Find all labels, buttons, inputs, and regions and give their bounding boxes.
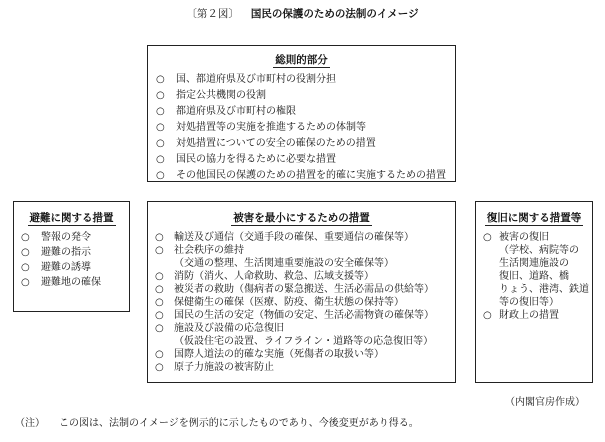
list-item: ○ 国際人道法の的確な実施（死傷者の取扱い等） [155,349,384,360]
list-item: ○ 施設及び設備の応急復旧 [155,323,284,334]
bullet-circle-icon: ○ [21,247,30,258]
bullet-circle-icon: ○ [155,232,164,243]
list-item-continuation: （交通の整理、生活関連重要施設の安全確保等） [174,258,394,269]
list-item: ○ 国民の協力を得るために必要な措置 [156,152,455,168]
source-credit: （内閣官房作成） [505,397,585,408]
list-item: ○ 避難の誘導 [21,262,91,273]
recovery-measures-heading: 復旧に関する措置等 [486,212,582,224]
bullet-circle-icon: ○ [156,106,165,117]
bullet-circle-icon: ○ [156,122,165,133]
damage-minimization-box [147,201,456,383]
figure-title [0,6,605,21]
bullet-circle-icon: ○ [156,90,165,101]
list-item-continuation: （仮設住宅の設置、ライフライン・道路等の応急復旧等） [174,336,434,347]
damage-minimization-list [155,231,455,374]
figure-title-text: 国民の保護のための法制のイメージ [250,8,419,20]
list-item: ○ 国、都道府県及び市町村の役割分担 [156,72,455,88]
evacuation-measures-heading: 避難に関する措置 [29,212,114,224]
recovery-measures-list [483,231,592,322]
bullet-circle-icon: ○ [483,310,492,321]
list-item-detail: 生活関連施設の [499,258,569,269]
list-item: ○ 指定公共機関の役割 [156,88,455,104]
figure-label: 〔第２図〕 [186,8,239,20]
bullet-circle-icon: ○ [155,323,164,334]
bullet-circle-icon: ○ [155,362,164,373]
list-item-detail: （学校、病院等の [499,245,579,256]
bullet-circle-icon: ○ [156,170,165,181]
general-provisions-box [147,45,456,182]
damage-minimization-heading: 被害を最小にするための措置 [233,212,370,224]
general-provisions-list [156,72,455,184]
bullet-circle-icon: ○ [155,349,164,360]
list-item: ○ 警報の発令 [21,232,91,243]
evacuation-measures-box [13,201,130,312]
bullet-circle-icon: ○ [483,232,492,243]
list-item: ○ 輸送及び通信（交通手段の確保、重要通信の確保等） [155,232,414,243]
bullet-circle-icon: ○ [21,232,30,243]
bullet-circle-icon: ○ [156,74,165,85]
bullet-circle-icon: ○ [155,271,164,282]
list-item: ○ 避難の指示 [21,247,91,258]
list-item: ○ 被災者の救助（傷病者の緊急搬送、生活必需品の供給等） [155,284,434,295]
list-item: ○ 財政上の措置 [483,310,559,321]
list-item-detail: 復旧、道路、橋 [499,271,569,282]
list-item: ○ 被害の復旧 [483,232,549,243]
list-item: ○ 都道府県及び市町村の権限 [156,104,455,120]
evacuation-measures-list [21,230,129,290]
bullet-circle-icon: ○ [155,310,164,321]
footnote [15,414,419,429]
bullet-circle-icon: ○ [156,154,165,165]
bullet-circle-icon: ○ [155,245,164,256]
list-item-detail: 等の復旧等） [499,297,559,308]
list-item: ○ 国民の生活の安定（物価の安定、生活必需物資の確保等） [155,310,434,321]
bullet-circle-icon: ○ [155,297,164,308]
footnote-label: （注） [15,418,45,429]
list-item: ○ 対処措置についての安全の確保のための措置 [156,136,455,152]
list-item-detail: りょう、港湾、鉄道 [499,284,589,295]
bullet-circle-icon: ○ [21,277,30,288]
list-item: ○ 保健衛生の確保（医療、防疫、衛生状態の保持等） [155,297,404,308]
bullet-circle-icon: ○ [156,138,165,149]
list-item: ○ 原子力施設の被害防止 [155,362,274,373]
footnote-text: この図は、法制のイメージを例示的に示したものであり、今後変更があり得る。 [59,418,419,429]
list-item: ○ 対処措置等の実施を推進するための体制等 [156,120,455,136]
general-provisions-heading: 総則的部分 [275,54,328,66]
bullet-circle-icon: ○ [21,262,30,273]
list-item: ○ 社会秩序の維持 [155,245,244,256]
list-item: ○ 消防（消火、人命救助、救急、広域支援等） [155,271,374,282]
list-item: ○ その他国民の保護のための措置を的確に実施するための措置 [156,168,455,184]
bullet-circle-icon: ○ [155,284,164,295]
recovery-measures-box [475,201,593,383]
list-item: ○ 避難地の確保 [21,277,101,288]
